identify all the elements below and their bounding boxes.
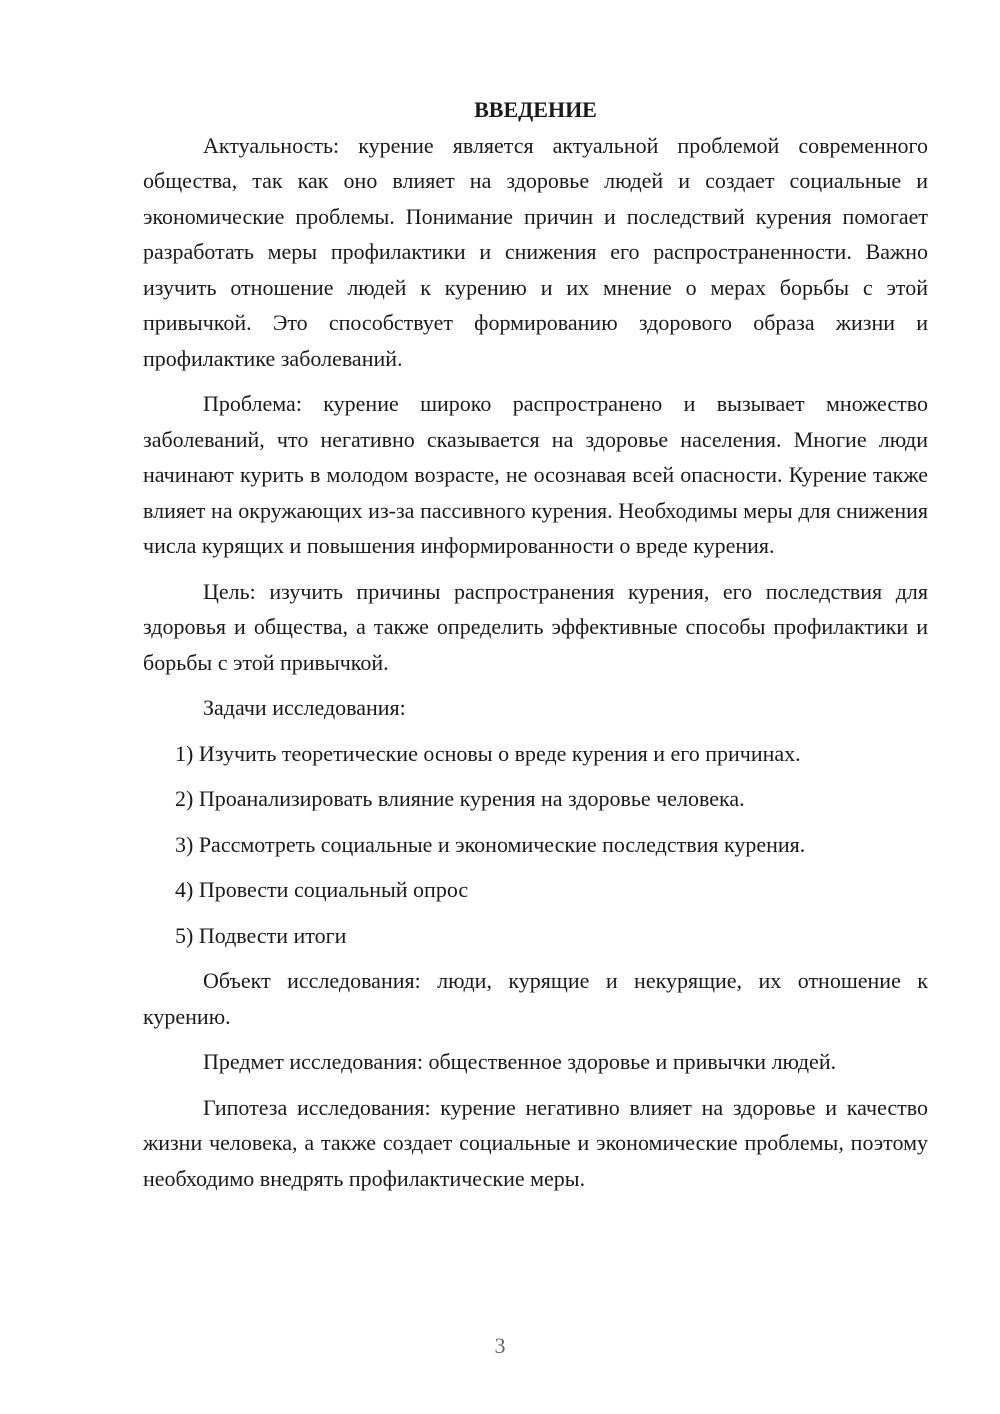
list-item: 2) Проанализировать влияние курения на здоровье человека. — [175, 786, 745, 811]
list-item: 3) Рассмотреть социальные и экономические последствия курения. — [175, 831, 806, 857]
paragraph-object: Объект исследования: люди, курящие и некурящие, их отношение к курению. — [143, 968, 928, 1029]
paragraph-goal: Цель: изучить причины распространения курения, его последствия для здоровья и общества, а также определить эффективные способы профилактики и борьбы с этой привычкой. — [143, 578, 928, 675]
tasks-list — [143, 736, 928, 954]
paragraph-relevance: Актуальность: курение является актуальной проблемой современного общества, так как оно влияет на здоровье людей и создает социальные и экономические проблемы. Понимание причин и последствий курения помогает разработать меры профилактики и снижения его распространенности. Важно изучить отношение людей к курению и их мнение о мерах борьбы с этой привычкой. Это способствует формированию здорового образа жизни и профилактике заболеваний. — [143, 132, 928, 371]
paragraph-problem: Проблема: курение широко распространено и вызывает множество заболеваний, что негативно сказывается на здоровье населения. Многие люди начинают курить в молодом возрасте, не осознавая всей опасности. Курение также влияет на окружающих из-за пассивного курения. Необходимы меры для снижения числа курящих и повышения информированности о вреде курения. — [143, 391, 928, 558]
paragraph-subject: Предмет исследования: общественное здоровье и привычки людей. — [203, 1049, 837, 1074]
paragraph-hypothesis: Гипотеза исследования: курение негативно влияет на здоровье и качество жизни человека, а также создает социальные и экономические проблемы, поэтому необходимо внедрять профилактические меры. — [143, 1094, 928, 1191]
page-content — [143, 92, 928, 1206]
list-item: 1) Изучить теоретические основы о вреде курения и его причинах. — [175, 740, 801, 766]
page-number: 3 — [494, 1333, 506, 1358]
tasks-heading: Задачи исследования: — [203, 695, 406, 720]
section-title: ВВЕДЕНИЕ — [474, 97, 597, 122]
list-item: 4) Провести социальный опрос — [175, 877, 469, 902]
list-item: 5) Подвести итоги — [175, 922, 347, 948]
